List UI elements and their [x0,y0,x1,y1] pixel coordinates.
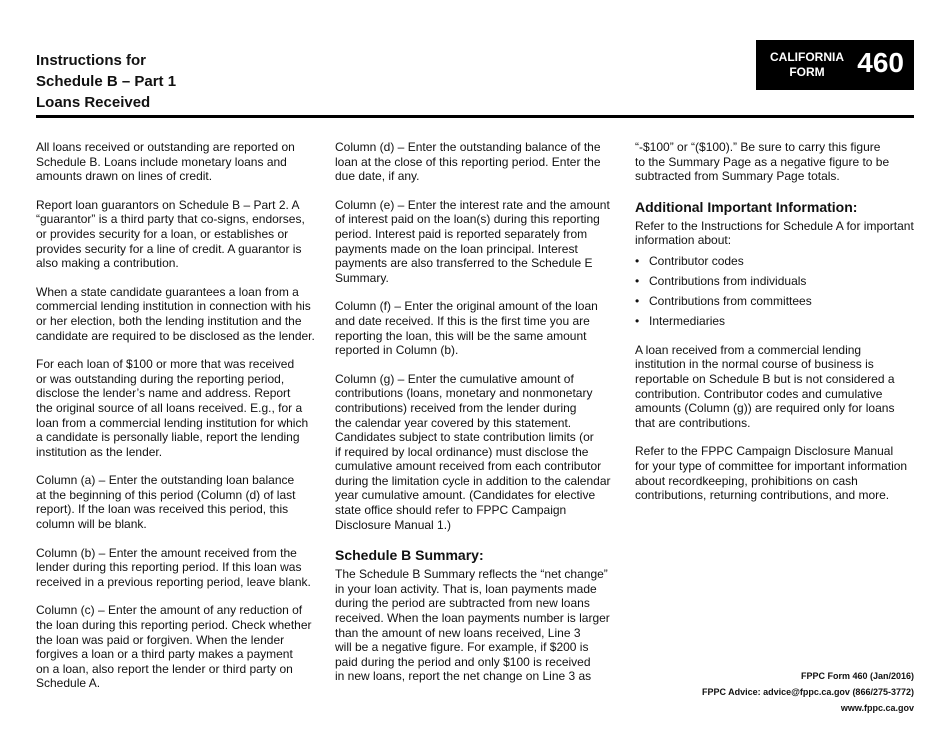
paragraph: Column (a) – Enter the outstanding loan balance at the beginning of this period (Column (d) of last report). If the loan was received this period, this column will be blank. [36,473,296,532]
paragraph: “-$100” or “($100).” Be sure to carry this figure to the Summary Page as a negative figure to be subtracted from Summary Page totals. [635,140,890,184]
paragraph: A loan received from a commercial lending institution in the normal course of business is reportable on Schedule B but is not considered a contribution. Contributor codes and cumulative amounts (Column (g)) are required only for loans that are contributions. [635,342,895,430]
column-1 [36,140,324,705]
paragraph: Column (g) – Enter the cumulative amount of contributions (loans, monetary and nonmonetary contributions) received from the lender during the calendar year covered by this statement. Candidates subject to state contribution limits (or if required by local ordinance) must disclose the cumulative amount received from each contributor during the limitation cycle in addition to the calendar year cumulative amount. (Candidates for elective state office should refer to FPPC Campaign Disclosure Manual 1.) [335,371,611,532]
paragraph: Column (d) – Enter the outstanding balance of the loan at the close of this reporting period. Enter the due date, if any. [335,140,601,184]
page-title [36,50,176,113]
header-divider [36,115,914,118]
state-label: CALIFORNIA FORM [770,50,844,79]
column-3 [635,140,920,517]
info-bullet-list [635,254,920,329]
paragraph: The Schedule B Summary reflects the “net change” in your loan activity. That is, loan payments made during the period are subtracted from new loans received. When the loan payments number is larger than the amount of new loans received, Line 3 will be a negative figure. For example, if $200 is paid during the period and only $100 is received in new loans, report the net change on Line 3 as [335,567,610,684]
title-line: Schedule B – Part 1 [36,73,177,90]
summary-heading: Schedule B Summary: [335,547,484,564]
paragraph: Column (c) – Enter the amount of any reduction of the loan during this reporting period. Check whether the loan was paid or forgiven. When the lender forgives a loan or a third party makes a payment on a loan, also report the lender or third party on Schedule A. [36,603,312,691]
title-line: Loans Received [36,94,151,111]
paragraph: Refer to the Instructions for Schedule A for important information about: [635,218,914,248]
paragraph: Column (b) – Enter the amount received from the lender during this reporting period. If this loan was received in a previous reporting period, leave blank. [36,545,311,589]
title-line: Instructions for [36,52,147,69]
paragraph: All loans received or outstanding are reported on Schedule B. Loans include monetary loans and amounts drawn on lines of credit. [36,140,295,184]
paragraph: Column (e) – Enter the interest rate and the amount of interest paid on the loan(s) during this reporting period. Interest paid is reported separately from payments made on the loan principal. Interest payments are also transferred to the Schedule E Summary. [335,197,610,285]
footer [702,668,914,716]
advice-contact: FPPC Advice: advice@fppc.ca.gov (866/275-3772) [701,687,914,697]
info-heading: Additional Important Information: [635,198,858,215]
paragraph: For each loan of $100 or more that was received or was outstanding during the reporting period, disclose the lender’s name and address. Report the original source of all loans received. E.g., for a loan from a commercial lending institution for which a candidate is personally liable, report the lending institution as the lender. [36,357,309,459]
paragraph: When a state candidate guarantees a loan from a commercial lending institution in connection with his or her election, both the lending institution and the candidate are required to be disclosed as the lender. [36,284,315,343]
list-item: • Contributor codes [635,254,920,269]
list-item: • Contributions from individuals [635,274,920,289]
paragraph: Column (f) – Enter the original amount of the loan and date received. If this is the first time you are reporting the loan, this will be the same amount reported in Column (b). [335,299,598,358]
form-reference: FPPC Form 460 (Jan/2016) [800,671,914,681]
column-2 [335,140,627,698]
list-item: • Intermediaries [635,314,920,329]
form-badge [756,40,914,90]
paragraph: Refer to the FPPC Campaign Disclosure Manual for your type of committee for important information about recordkeeping, prohibitions on cash contributions, returning contributions, and more. [635,444,908,503]
list-item: • Contributions from committees [635,294,920,309]
paragraph: Report loan guarantors on Schedule B – Part 2. A “guarantor” is a third party that co-signs, endorses, or provides security for a loan, or establishes or provides security for a line of credit. A guarantor is also making a contribution. [36,197,305,271]
website-link: www.fppc.ca.gov [840,703,914,713]
form-number: 460 [857,47,904,78]
